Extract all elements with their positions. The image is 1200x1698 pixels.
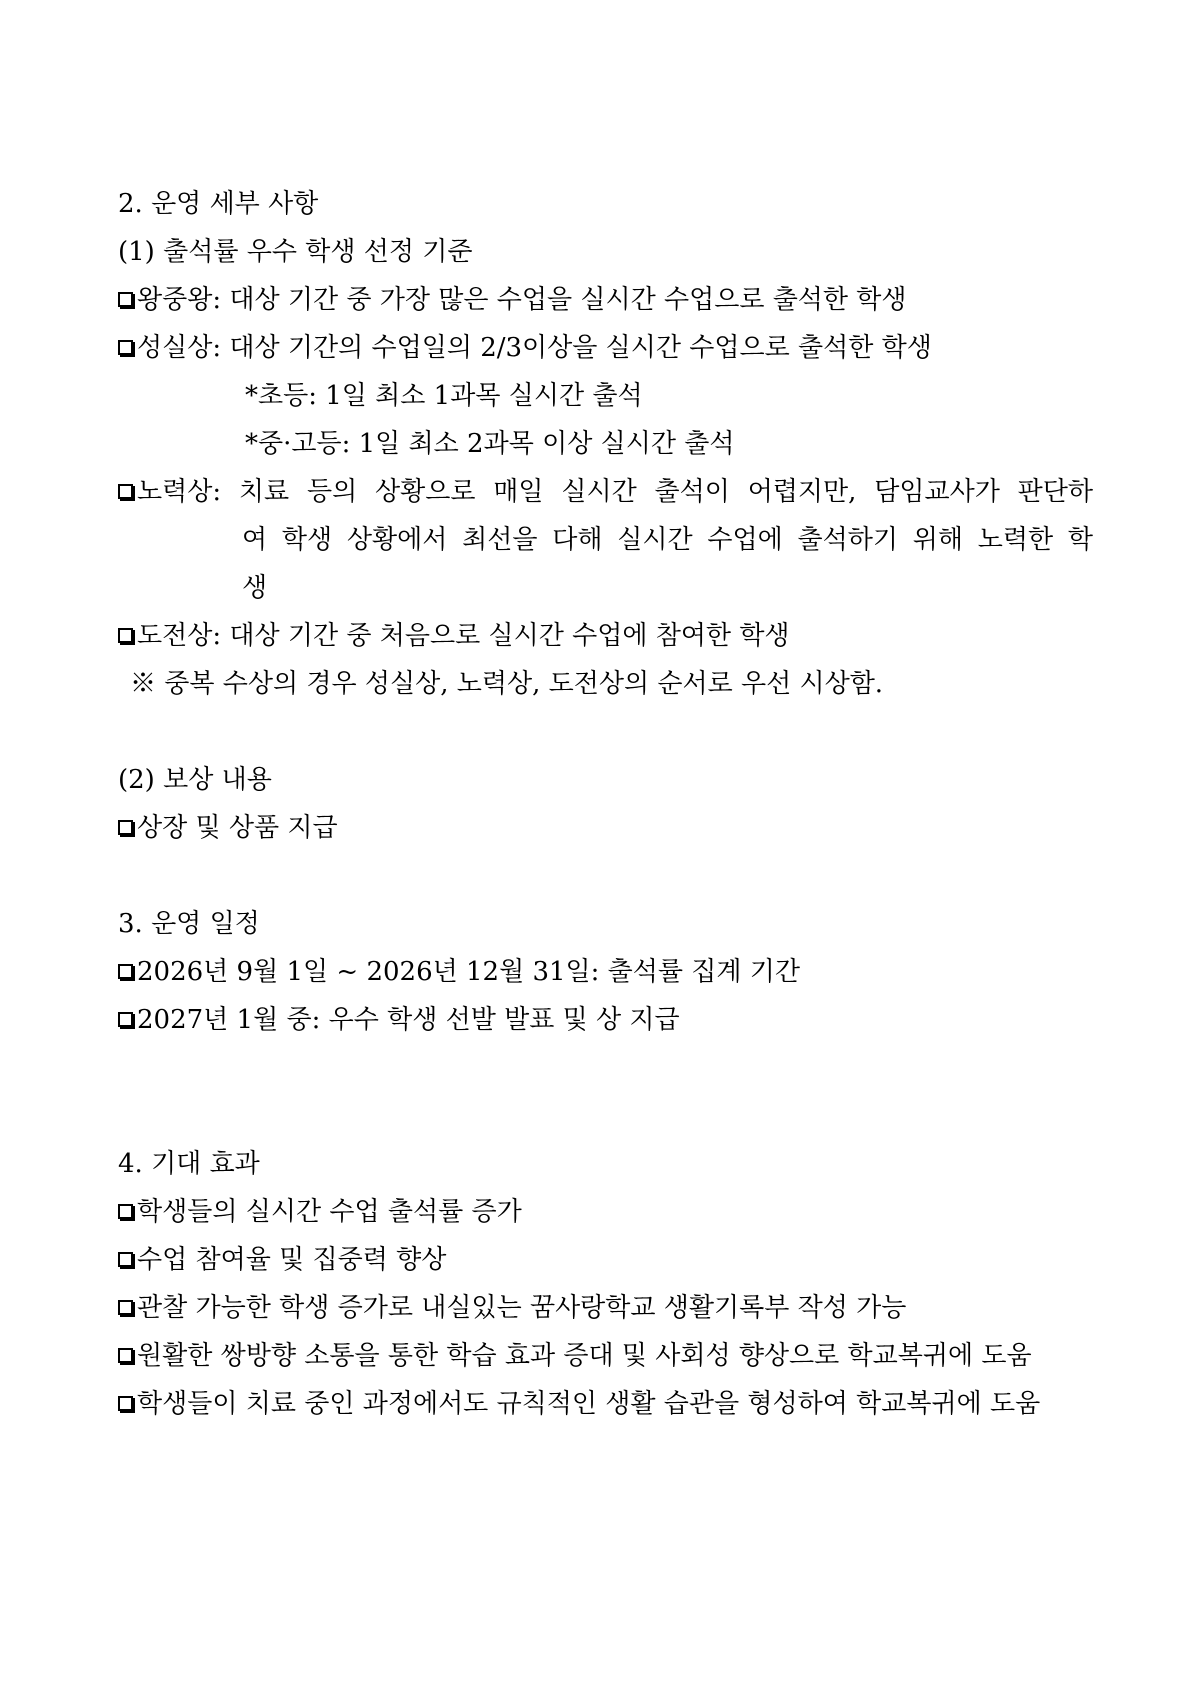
word: 상황에서 — [346, 525, 448, 555]
selection-criteria-heading: (1) 출석률 우수 학생 선정 기준 — [118, 237, 473, 267]
reward-text: 상장 및 상품 지급 — [137, 813, 338, 843]
effect-item-4 — [118, 1339, 1032, 1373]
award-challenge-text: 도전상: 대상 기간 중 처음으로 실시간 수업에 참여한 학생 — [137, 621, 790, 651]
middle-high-note: *중·고등: 1일 최소 2과목 이상 실시간 출석 — [245, 429, 735, 459]
award-challenge-item — [118, 619, 790, 653]
word: 다해 — [552, 525, 603, 555]
word: 어렵지만, — [747, 477, 857, 507]
effect-text-2: 수업 참여율 및 집중력 향상 — [137, 1245, 447, 1275]
reward-item — [118, 811, 338, 845]
word: 등의 — [306, 477, 358, 507]
effect-text-5: 학생들이 치료 중인 과정에서도 규칙적인 생활 습관을 형성하여 학교복귀에 도움 — [137, 1389, 1041, 1419]
word: 여 — [242, 525, 268, 555]
word: 실시간 — [617, 525, 693, 555]
award-king-text: 왕중왕: 대상 기간 중 가장 많은 수업을 실시간 수업으로 출석한 학생 — [137, 285, 907, 315]
effect-item-3 — [118, 1291, 906, 1325]
word: 위해 — [912, 525, 963, 555]
word: 출석이 — [654, 477, 730, 507]
award-effort-line-2 — [242, 523, 1093, 557]
award-effort-label: 노력상: — [118, 475, 221, 509]
word: 상황으로 — [375, 477, 476, 507]
effect-text-1: 학생들의 실시간 수업 출석률 증가 — [137, 1197, 522, 1227]
word: 학 — [1067, 525, 1093, 555]
section-3-heading: 3. 운영 일정 — [118, 909, 260, 939]
word: 치료 — [238, 477, 290, 507]
word: 학생 — [281, 525, 333, 555]
effect-item-2 — [118, 1243, 446, 1277]
checkbox-square-icon — [118, 292, 133, 307]
award-effort-line-1 — [118, 475, 1093, 509]
award-diligence-text: 성실상: 대상 기간의 수업일의 2/3이상을 실시간 수업으로 출석한 학생 — [137, 333, 932, 363]
checkbox-square-icon — [118, 1012, 133, 1027]
word: 수업에 — [707, 525, 783, 555]
duplicate-award-note: ※ 중복 수상의 경우 성실상, 노력상, 도전상의 순서로 우선 시상함. — [130, 669, 884, 699]
schedule-item-2 — [118, 1003, 680, 1037]
checkbox-square-icon — [118, 1300, 133, 1315]
word: 노력한 — [977, 525, 1054, 555]
word: 매일 — [493, 477, 544, 507]
section-4-heading: 4. 기대 효과 — [118, 1149, 260, 1179]
section-2-heading: 2. 운영 세부 사항 — [118, 189, 319, 219]
word: 실시간 — [561, 477, 637, 507]
schedule-item-1 — [118, 955, 800, 989]
word: 담임교사가 — [874, 477, 1000, 507]
award-king-item — [118, 283, 907, 317]
checkbox-square-icon — [118, 628, 133, 643]
elementary-note: *초등: 1일 최소 1과목 실시간 출석 — [245, 381, 643, 411]
checkbox-square-icon — [118, 340, 133, 355]
word: 최선을 — [462, 525, 538, 555]
award-diligence-item — [118, 331, 932, 365]
award-effort-line-3: 생 — [242, 573, 268, 603]
checkbox-square-icon — [118, 1348, 133, 1363]
effect-item-1 — [118, 1195, 522, 1229]
schedule-text-1: 2026년 9월 1일 ~ 2026년 12월 31일: 출석률 집계 기간 — [137, 957, 801, 987]
checkbox-square-icon — [118, 484, 133, 499]
word: 출석하기 — [797, 525, 898, 555]
checkbox-square-icon — [118, 1252, 133, 1267]
effect-item-5 — [118, 1387, 1040, 1421]
word: 판단하 — [1017, 477, 1093, 507]
checkbox-square-icon — [118, 1396, 133, 1411]
checkbox-square-icon — [118, 964, 133, 979]
schedule-text-2: 2027년 1월 중: 우수 학생 선발 발표 및 상 지급 — [137, 1005, 680, 1035]
checkbox-square-icon — [118, 1204, 133, 1219]
effect-text-4: 원활한 쌍방향 소통을 통한 학습 효과 증대 및 사회성 향상으로 학교복귀에 도움 — [137, 1341, 1032, 1371]
reward-heading: (2) 보상 내용 — [118, 765, 272, 795]
checkbox-square-icon — [118, 820, 133, 835]
effect-text-3: 관찰 가능한 학생 증가로 내실있는 꿈사랑학교 생활기록부 작성 가능 — [137, 1293, 907, 1323]
